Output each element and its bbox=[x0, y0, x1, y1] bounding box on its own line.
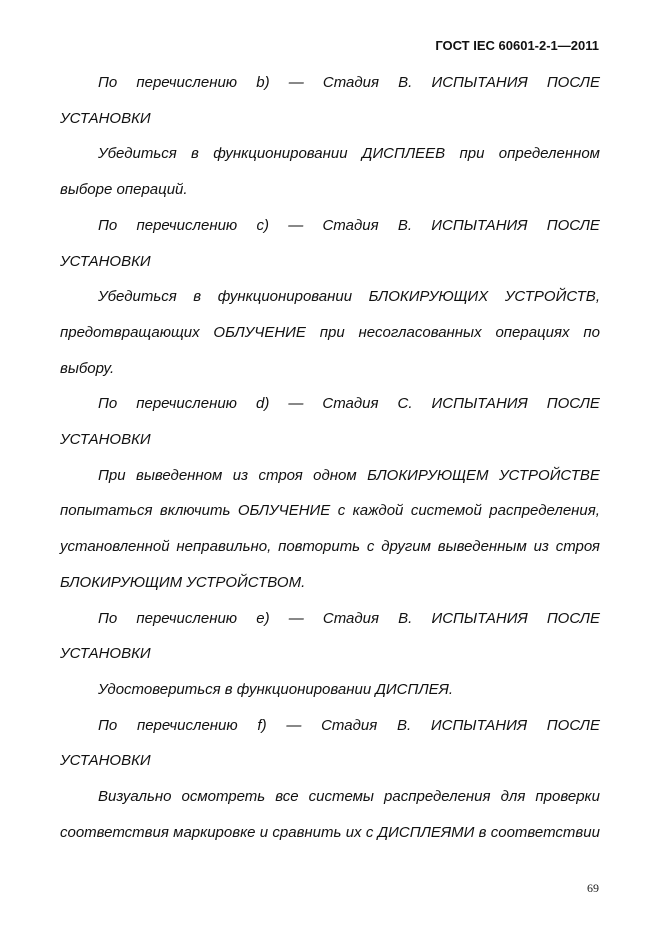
text-line: УСТАНОВКИ bbox=[60, 431, 151, 448]
text-line: БЛОКИРУЮЩИМ УСТРОЙСТВОМ. bbox=[60, 573, 306, 591]
text-line: соответствия маркировке и сравнить их с ДИСПЛЕЯМИ в соответствии bbox=[60, 823, 600, 841]
text-line: По перечислению f) — Стадия В. ИСПЫТАНИЯ ПОСЛЕ bbox=[98, 716, 600, 734]
text-line: УСТАНОВКИ bbox=[60, 645, 151, 663]
text-line: Убедиться в функционировании БЛОКИРУЮЩИХ УСТРОЙСТВ, bbox=[98, 288, 600, 306]
page-number: 69 bbox=[587, 881, 599, 895]
text-line: По перечислению b) — Стадия В. ИСПЫТАНИЯ ПОСЛЕ bbox=[98, 74, 600, 91]
text-line: выбору. bbox=[60, 359, 115, 377]
text-line: выборе операций. bbox=[60, 181, 188, 199]
text-line: УСТАНОВКИ bbox=[60, 109, 151, 127]
text-line: По перечислению е) — Стадия В. ИСПЫТАНИЯ ПОСЛЕ bbox=[98, 609, 600, 627]
text-line: попытаться включить ОБЛУЧЕНИЕ с каждой системой распределения, bbox=[60, 502, 600, 520]
text-line: установленной неправильно, повторить с другим выведенным из строя bbox=[60, 538, 600, 556]
text-line: Визуально осмотреть все системы распределения для проверки bbox=[98, 788, 600, 805]
text-line: По перечислению d) — Стадия С. ИСПЫТАНИЯ ПОСЛЕ bbox=[98, 395, 600, 413]
text-line: По перечислению с) — Стадия В. ИСПЫТАНИЯ ПОСЛЕ bbox=[98, 216, 600, 234]
text-line: предотвращающих ОБЛУЧЕНИЕ при несогласованных операциях по bbox=[60, 323, 600, 341]
text-line: УСТАНОВКИ bbox=[60, 252, 151, 270]
text-line: УСТАНОВКИ bbox=[60, 752, 151, 770]
document-header: ГОСТ IEC 60601-2-1—2011 bbox=[435, 38, 599, 53]
text-line: Удостовериться в функционировании ДИСПЛЕЯ. bbox=[98, 680, 454, 698]
text-line: При выведенном из строя одном БЛОКИРУЮЩЕМ УСТРОЙСТВЕ bbox=[98, 466, 600, 484]
text-line: Убедиться в функционировании ДИСПЛЕЕВ при определенном bbox=[98, 145, 600, 163]
